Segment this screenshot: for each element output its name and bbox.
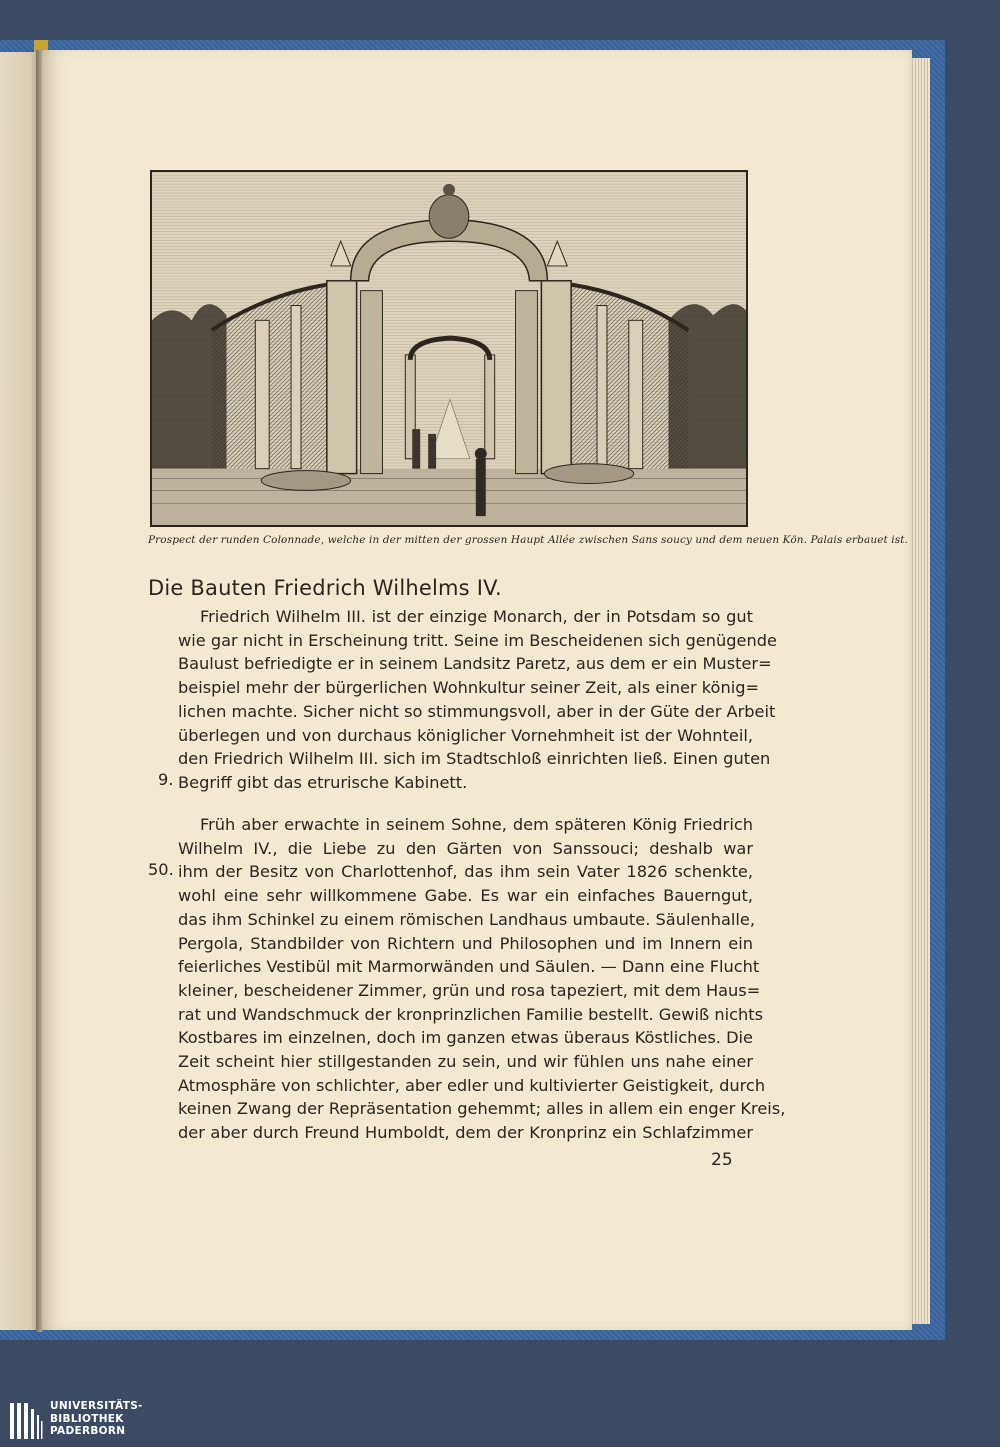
text-line: wie gar nicht in Erscheinung tritt. Seine im Bescheidenen sich genügende [178, 630, 777, 650]
paragraph-2 [178, 813, 786, 1145]
text-line: Wilhelm IV., die Liebe zu den Gärten von Sanssouci; deshalb war [178, 838, 753, 858]
colonnade-engraving [150, 170, 748, 527]
library-logo-icon [10, 1401, 44, 1441]
library-line: BIBLIOTHEK [50, 1412, 124, 1425]
text-line: den Friedrich Wilhelm III. sich im Stadtschloß einrichten ließ. Einen guten [178, 749, 771, 769]
text-line: keinen Zwang der Repräsentation gehemmt; alles in allem ein enger Kreis, [178, 1099, 786, 1119]
margin-marker: 50. [148, 860, 174, 879]
text-line: feierliches Vestibül mit Marmorwänden und Säulen. — Dann eine Flucht [178, 957, 760, 977]
margin-marker: 9. [158, 770, 174, 789]
library-line: UNIVERSITÄTS- [50, 1400, 143, 1412]
text-line: Zeit scheint hier stillgestanden zu sein, und wir fühlen uns nahe einer [178, 1052, 753, 1072]
text-line: beispiel mehr der bürgerlichen Wohnkultur seiner Zeit, als einer könig= [178, 678, 760, 698]
section-heading: Die Bauten Friedrich Wilhelms IV. [148, 576, 502, 600]
paragraph-1 [178, 605, 777, 795]
text-line: das ihm Schinkel zu einem römischen Landhaus umbaute. Säulenhalle, [178, 909, 755, 929]
text-line: rat und Wandschmuck der kronprinzlichen Familie bestellt. Gewiß nichts [178, 1004, 764, 1024]
text-line: Atmosphäre von schlichter, aber edler und kultivierter Geistigkeit, durch [178, 1075, 766, 1095]
text-line: kleiner, bescheidener Zimmer, grün und rosa tapeziert, mit dem Haus= [178, 980, 761, 1000]
text-line: Begriff gibt das etrurische Kabinett. [178, 772, 468, 792]
text-line: Friedrich Wilhelm III. ist der einzige Monarch, der in Potsdam so gut [200, 607, 753, 626]
library-name [50, 1400, 143, 1438]
text-line: überlegen und von durchaus königlicher Vornehmheit ist der Wohnteil, [178, 725, 753, 745]
engraving-drawing [152, 172, 746, 525]
library-footer [0, 1396, 1000, 1447]
engraving-caption: Prospect der runden Colonnade, welche in der mitten der grossen Haupt Allée zwischen Sans soucy und dem neuen Kön. Palais erbauet ist. [148, 534, 908, 546]
text-line: Kostbares im einzelnen, doch im ganzen etwas überaus Köstliches. Die [178, 1028, 753, 1048]
text-line: ihm der Besitz von Charlottenhof, das ihm sein Vater 1826 schenkte, [178, 862, 753, 882]
page-number: 25 [711, 1150, 733, 1170]
text-line: der aber durch Freund Humboldt, dem der Kronprinz ein Schlafzimmer [178, 1123, 753, 1143]
page-edges [910, 58, 930, 1324]
text-line: Baulust befriedigte er in seinem Landsitz Paretz, aus dem er ein Muster= [178, 654, 772, 674]
text-line: Pergola, Standbilder von Richtern und Philosophen und im Innern ein [178, 933, 753, 953]
page-gutter [36, 50, 42, 1332]
library-line: PADERBORN [50, 1425, 126, 1437]
text-line: Früh aber erwachte in seinem Sohne, dem späteren König Friedrich [200, 815, 753, 834]
left-page-edge [0, 52, 38, 1330]
text-line: lichen machte. Sicher nicht so stimmungsvoll, aber in der Güte der Arbeit [178, 701, 776, 721]
text-line: wohl eine sehr willkommene Gabe. Es war ein einfaches Bauerngut, [178, 886, 753, 906]
